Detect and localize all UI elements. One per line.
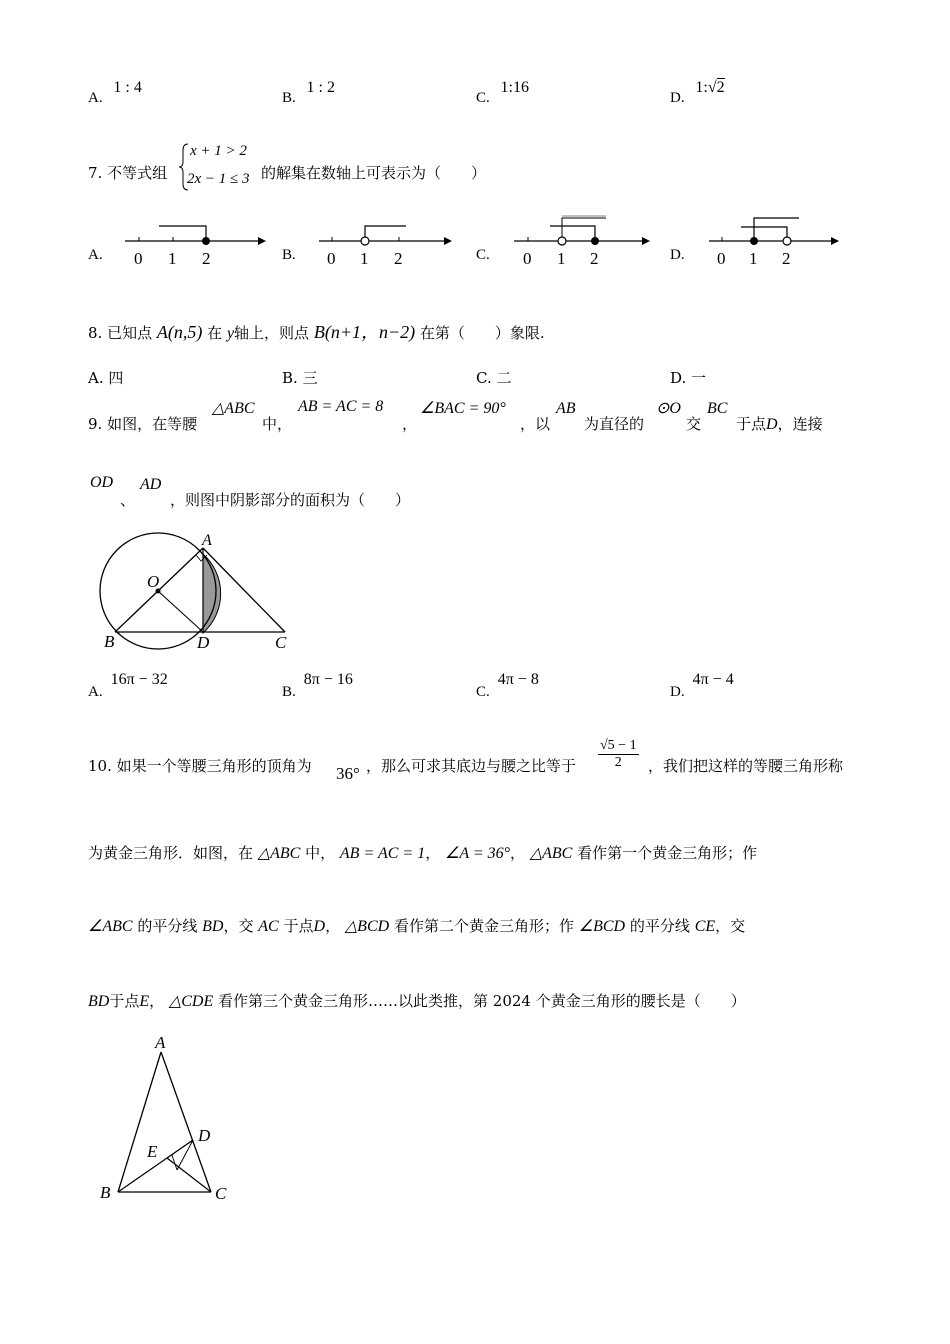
q10-l3-tri: △BCD xyxy=(344,918,390,935)
tick-label: 2 xyxy=(590,249,599,268)
q7-option-d-numberline[interactable] xyxy=(707,212,847,270)
q9-p8: ，连接 xyxy=(777,415,823,433)
option-letter: D. xyxy=(670,369,687,387)
q10-l3-d: D xyxy=(313,918,326,935)
q7-prefix: 7. 不等式组 xyxy=(88,164,168,182)
q9-circle-o: ⊙O xyxy=(656,400,681,417)
tick-label: 0 xyxy=(134,249,143,268)
q8-point-b: B(n+1，n−2) xyxy=(313,322,416,342)
q9-p4: ，以 xyxy=(520,415,551,433)
q10-l2-angle: ∠A = 36° xyxy=(445,845,511,862)
q10-l3g: 的平分线 xyxy=(629,917,690,935)
option-letter: C. xyxy=(476,369,492,387)
shaded-region xyxy=(203,554,221,633)
q9-p7-line xyxy=(736,413,823,434)
label-d: D xyxy=(198,1126,211,1145)
option-letter: D. xyxy=(670,90,685,106)
q10-l4a: 于点 xyxy=(109,992,140,1010)
segment-df xyxy=(177,1140,193,1170)
q10-l3b: ，交 xyxy=(223,917,254,935)
q8-mid2: 轴上，则点 xyxy=(234,324,310,342)
segment-ab xyxy=(118,1052,161,1192)
q9-option-d[interactable] xyxy=(670,671,734,701)
option-letter: B. xyxy=(282,369,298,387)
q7-ineq1: x + 1 > 2 xyxy=(190,143,247,159)
q8-option-c[interactable] xyxy=(476,367,512,388)
option-text: 四 xyxy=(108,369,124,387)
q9-eq1: AB = AC = 8 xyxy=(298,398,384,415)
q10-l4c: 看作第三个黄金三角形……以此类推，第 2024 个黄金三角形的腰长是（ ） xyxy=(218,992,746,1010)
option-expr: 4π − 8 xyxy=(497,671,539,688)
option-expr: 1: xyxy=(695,79,708,96)
q7-option-c-numberline[interactable] xyxy=(512,212,657,270)
q9-p3: ， xyxy=(402,415,418,433)
tick-label: 2 xyxy=(202,249,211,268)
q8-point-a: A(n,5) xyxy=(156,322,203,342)
q8-line xyxy=(88,318,545,344)
q10-l4b: ， xyxy=(149,992,165,1010)
option-letter: A. xyxy=(88,369,104,387)
q9-bc: BC xyxy=(707,400,728,417)
q10-fraction xyxy=(598,738,639,771)
q10-l3h: ，交 xyxy=(715,917,746,935)
q10-l4-tri: △CDE xyxy=(168,993,214,1010)
option-expr: 1 : 4 xyxy=(113,79,142,96)
q10-l2a: 为黄金三角形．如图，在 xyxy=(88,844,254,862)
q7-option-b-letter[interactable]: B. xyxy=(282,247,296,263)
q9-p6: 交 xyxy=(686,415,702,433)
q10-l3f: 看作第二个黄金三角形；作 xyxy=(393,917,574,935)
q9-p2: 中， xyxy=(262,415,293,433)
tick-label: 1 xyxy=(360,249,369,268)
q10-frac-num: √5 − 1 xyxy=(600,738,637,753)
q10-l3e: ， xyxy=(325,917,341,935)
q10-line4 xyxy=(88,990,746,1011)
tick-label: 0 xyxy=(523,249,532,268)
option-expr: 4π − 4 xyxy=(692,671,734,688)
q8-option-d[interactable] xyxy=(670,367,706,388)
q10-line3 xyxy=(88,915,745,936)
q9-p7: 于点 xyxy=(736,415,767,433)
label-o: O xyxy=(147,572,160,591)
option-letter: D. xyxy=(670,684,685,700)
label-e: E xyxy=(147,1142,158,1161)
label-a: A xyxy=(155,1033,166,1052)
segment-od xyxy=(158,591,203,632)
q9-figure xyxy=(95,530,305,655)
segment-ac xyxy=(161,1052,211,1192)
tick-label: 2 xyxy=(394,249,403,268)
option-expr: 1:16 xyxy=(500,79,529,96)
q10-l3-angle2: ∠BCD xyxy=(578,918,626,935)
q9-p5: 为直径的 xyxy=(584,415,645,433)
option-text: 二 xyxy=(496,369,512,387)
q9-option-a[interactable] xyxy=(88,671,168,701)
q10-l2c: ， xyxy=(425,844,441,862)
label-c: C xyxy=(275,633,287,652)
q10-l3c: 于点 xyxy=(283,917,314,935)
q9-p9: ，则图中阴影部分的面积为（ ） xyxy=(170,491,411,509)
sqrt-icon: √ xyxy=(707,79,717,96)
q10-l3-bd: BD xyxy=(202,918,224,935)
solid-point xyxy=(750,237,758,245)
q9-d: D xyxy=(766,416,778,433)
label-a: A xyxy=(202,532,212,549)
q10-l4-bd: BD xyxy=(88,993,110,1010)
q8-prefix: 8. 已知点 xyxy=(88,324,153,342)
q9-eq2: ∠BAC = 90° xyxy=(420,400,506,417)
option-letter: B. xyxy=(282,90,296,106)
q10-l2-tri2: △ABC xyxy=(529,845,573,862)
tick-label: 1 xyxy=(749,249,758,268)
q10-l3-ac: AC xyxy=(258,918,279,935)
sqrt-radicand: 2 xyxy=(716,79,725,96)
q7-option-c-letter[interactable]: C. xyxy=(476,247,490,263)
q8-mid1: 在 xyxy=(207,324,223,342)
q7-ineq2: 2x − 1 ≤ 3 xyxy=(187,171,250,187)
q10-frac-den: 2 xyxy=(614,755,622,770)
q10-l1c: ，我们把这样的等腰三角形称 xyxy=(648,757,844,775)
option-letter: C. xyxy=(476,684,490,700)
option-expr: 1 : 2 xyxy=(306,79,335,96)
option-expr: 16π − 32 xyxy=(110,671,168,688)
tick-label: 1 xyxy=(168,249,177,268)
tick-label: 0 xyxy=(717,249,726,268)
q8-axis: y xyxy=(226,325,235,342)
label-b: B xyxy=(104,632,115,651)
q7-option-a-letter[interactable]: A. xyxy=(88,247,103,263)
segment-de xyxy=(167,1140,193,1158)
hollow-point xyxy=(558,237,566,245)
q8-option-a[interactable] xyxy=(88,367,123,388)
q10-l4-e: E xyxy=(139,993,150,1010)
q6-option-d[interactable] xyxy=(670,79,725,107)
option-letter: A. xyxy=(88,684,103,700)
q10-l1a: 10. 如果一个等腰三角形的顶角为 xyxy=(88,757,312,775)
label-c: C xyxy=(215,1184,227,1203)
hollow-point xyxy=(783,237,791,245)
q10-l2e: 看作第一个黄金三角形；作 xyxy=(577,844,758,862)
q10-figure xyxy=(95,1030,245,1210)
q10-l2b: 中， xyxy=(305,844,336,862)
q10-l2d: ， xyxy=(510,844,526,862)
tick-label: 2 xyxy=(782,249,791,268)
q10-line2 xyxy=(88,842,757,863)
q8-option-b[interactable] xyxy=(282,367,318,388)
option-letter: A. xyxy=(88,90,103,106)
q9-sep: 、 xyxy=(120,491,136,509)
solid-point xyxy=(202,237,210,245)
q10-l3a: 的平分线 xyxy=(137,917,198,935)
label-d: D xyxy=(197,633,210,652)
option-expr: 8π − 16 xyxy=(303,671,353,688)
q9-od: OD xyxy=(90,474,114,491)
q9-p1: 9. 如图，在等腰 xyxy=(88,415,198,433)
solid-point xyxy=(591,237,599,245)
q9-ad: AD xyxy=(140,476,162,493)
q10-l1b: ，那么可求其底边与腰之比等于 xyxy=(366,757,577,775)
q8-suffix: 在第（ ）象限. xyxy=(419,324,545,342)
tick-label: 0 xyxy=(327,249,336,268)
q9-option-c[interactable] xyxy=(476,671,539,701)
q6-option-a[interactable] xyxy=(88,79,142,107)
option-letter: B. xyxy=(282,684,296,700)
q7-option-d-letter[interactable]: D. xyxy=(670,247,685,263)
label-b: B xyxy=(100,1183,111,1202)
q6-option-b[interactable] xyxy=(282,79,335,107)
q10-l2-tri: △ABC xyxy=(257,845,301,862)
q7-suffix: 的解集在数轴上可表示为（ ） xyxy=(261,164,487,182)
q7-option-b-numberline[interactable] xyxy=(316,218,461,270)
q10-l3-ce: CE xyxy=(694,918,716,935)
q10-angle: 36° xyxy=(336,764,360,783)
q10-l2-eq: AB = AC = 1 xyxy=(339,845,426,862)
option-text: 一 xyxy=(691,369,707,387)
q9-ab: AB xyxy=(556,400,576,417)
hollow-point xyxy=(361,237,369,245)
q9-tri: △ABC xyxy=(212,400,255,417)
option-letter: C. xyxy=(476,90,490,106)
q9-option-b[interactable] xyxy=(282,671,353,701)
q10-l3-angle: ∠ABC xyxy=(88,918,133,935)
tick-label: 1 xyxy=(557,249,566,268)
option-text: 三 xyxy=(302,369,318,387)
q7-option-a-numberline[interactable] xyxy=(122,218,267,270)
q6-option-c[interactable] xyxy=(476,79,529,107)
